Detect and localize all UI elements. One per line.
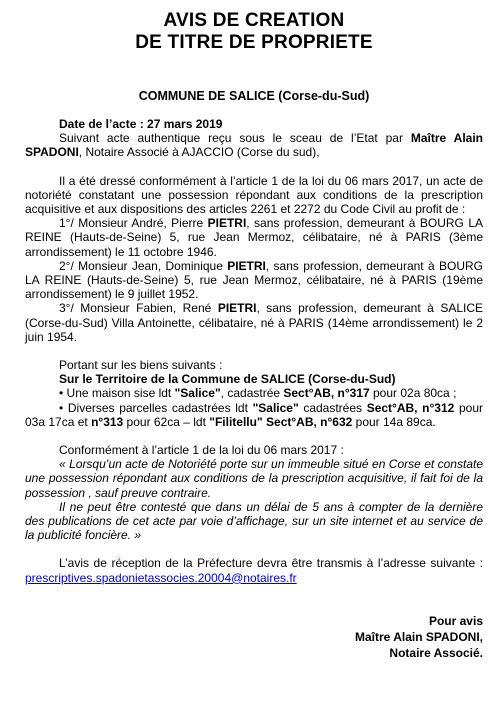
bien-item-1: • Une maison sise ldt "Salice", cadastrée Sect°AB, n°317 pour 02a 80ca ;: [59, 386, 457, 401]
title-line-2: DE TITRE DE PROPRIETE: [135, 32, 373, 53]
signature-line-2: Maître Alain SPADONI,: [354, 629, 483, 644]
beneficiary-2: 2°/ Monsieur Jean, Dominique PIETRI, sans profession, demeurant à BOURG LA REINE (Hauts-de-Seine) 5, rue Jean Mermoz, célibataire, né à PARIS (19ème arrondissement) le 9 juillet 1952.: [25, 258, 483, 302]
beneficiary-3: 3°/ Monsieur Fabien, René PIETRI, sans profession, demeurant à SALICE (Corse-du-Sud) Villa Antoinette, célibataire, né à PARIS (14ème arrondissement) le 2 juin 1954.: [25, 301, 484, 344]
email-link[interactable]: prescriptives.spadonietassocies.20004@notaires.fr: [25, 570, 297, 585]
loi-lead: Conformément à l’article 1 de la loi du 06 mars 2017 :: [59, 443, 344, 458]
signature-block: [25, 613, 483, 661]
biens-lead: Portant sur les biens suivants :: [59, 358, 223, 373]
notoriete-paragraph: Il a été dressé conformément à l’article 1 de la loi du 06 mars 2017, un acte de notoriété constatant une possession répondant aux conditions de la prescription acquisitive et aux dispositions des articles 2261 et 2272 du Code Civil au profit de :: [25, 173, 483, 217]
document-title: [25, 10, 483, 54]
quote-paragraph-1: « Lorsqu’un acte de Notoriété porte sur un immeuble situé en Corse et constate une possession répondant aux conditions de la prescription acquisitive, il fait foi de la possession , sauf preuve contraire.: [25, 457, 483, 500]
signature-line-1: Pour avis: [428, 613, 483, 628]
biens-territory: Sur le Territoire de la Commune de SALICE (Corse-du-Sud): [59, 372, 396, 387]
avis-paragraph: L’avis de réception de la Préfecture devra être transmis à l’adresse suivante : prescriptives.spadonietassocies.20004@notaires.fr: [25, 556, 483, 585]
date-line: Date de l’acte : 27 mars 2019: [59, 117, 223, 131]
signature-line-3: Notaire Associé.: [389, 645, 483, 660]
title-line-1: AVIS DE CREATION: [163, 10, 345, 31]
quote-paragraph-2: Il ne peut être contesté que dans un délai de 5 ans à compter de la dernière des publications de cet acte par voie d’affichage, sur un site internet et au service de la publicité foncière. »: [25, 499, 483, 543]
beneficiary-1: 1°/ Monsieur André, Pierre PIETRI, sans profession, demeurant à BOURG LA REINE (Hauts-de-Seine) 5, rue Jean Mermoz, célibataire, né à PARIS (3ème arrondissement) le 11 octobre 1946.: [25, 216, 483, 259]
intro-paragraph: Suivant acte authentique reçu sous le sceau de l’Etat par Maître Alain SPADONI, Notaire Associé à AJACCIO (Corse du sud),: [25, 131, 483, 160]
bien-item-2: • Diverses parcelles cadastrées ldt "Salice" cadastrées Sect°AB, n°312 pour 03a 17ca et n°313 pour 62ca – ldt "Filitellu" Sect°AB, n°632 pour 14a 89ca.: [25, 400, 483, 429]
document-page: [0, 10, 503, 712]
legal-quote: [25, 457, 483, 542]
commune-heading: COMMUNE DE SALICE (Corse-du-Sud): [138, 89, 370, 103]
